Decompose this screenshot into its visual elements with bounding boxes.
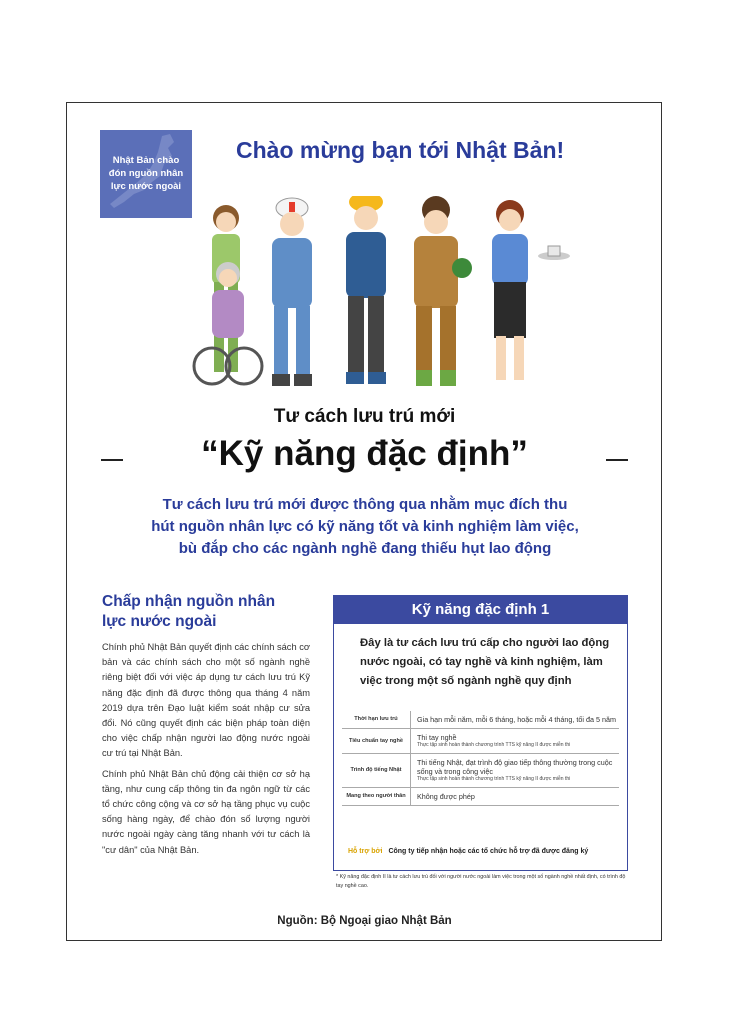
footnote: * Kỹ năng đặc định II là tư cách lưu trú đối với người nước ngoài làm việc trong một số ngành nghề nhất định, có trình độ tay nghề cao.: [336, 874, 626, 889]
welcome-heading: Chào mừng bạn tới Nhật Bản!: [236, 137, 565, 163]
intro-text: Tư cách lưu trú mới được thông qua nhằm mục đích thu hút nguồn nhân lực có kỹ năng tốt và kinh nghiệm làm việc, bù đắp cho các ngành nghề đang thiếu hụt lao động: [151, 496, 579, 557]
source-line: Nguồn: Bộ Ngoại giao Nhật Bản: [277, 915, 452, 927]
workers-illustration: [190, 196, 570, 394]
left-paragraph-1: Chính phủ Nhật Bản quyết định các chính sách cơ bản và các chính sách cho một số ngành nghề riêng biệt đối với việc áp dụng tư cách lưu trú Kỹ năng đặc định đã được thông qua tháng 4 năm 2019 dựa trên Đạo luật kiểm soát nhập cư sửa đổi. Nó cũng quyết định các biện pháp toàn diện cho việc chấp nhận người lao động nước ngoài cư trú tại Nhật Bản.: [102, 642, 310, 759]
table-row: [342, 729, 619, 754]
row-label: Trình độ tiếng Nhật: [342, 754, 411, 787]
row-value: Thi tay nghề: [417, 733, 457, 742]
row-label: Thời hạn lưu trú: [342, 711, 411, 728]
right-dash: [606, 459, 628, 461]
waitress-figure: [492, 200, 570, 380]
main-title: “Kỹ năng đặc định”: [201, 434, 528, 473]
construction-worker-figure: [272, 198, 312, 386]
left-paragraph-2: Chính phủ Nhật Bản chủ động cải thiện cơ sở hạ tầng, như cung cấp thông tin đa ngôn ngữ từ các tổ chức công cộng và cơ sở hạ tầng phục vụ cuộc sống hàng ngày, để chào đón số lượng người nước ngoài ngày càng tăng nhanh với tư cách là "cư dân" của Nhật Bản.: [102, 768, 310, 855]
support-label: Hỗ trợ bởi: [348, 848, 383, 855]
specified-skill-box: [333, 595, 628, 871]
info-table: [342, 711, 619, 806]
row-sub: Thực tập sinh hoàn thành chương trình TTS kỹ năng II được miễn thi: [417, 776, 571, 782]
row-value: Gia hạn mỗi năm, mỗi 6 tháng, hoặc mỗi 4 tháng, tối đa 5 năm: [417, 715, 616, 724]
factory-worker-figure: [346, 196, 386, 384]
badge-line-3: lực nước ngoài: [110, 181, 182, 192]
farmer-figure: [414, 196, 472, 386]
left-section-heading: Chấp nhận nguồn nhân lực nước ngoài: [102, 593, 276, 630]
table-row: [342, 788, 619, 806]
left-section-body: [102, 640, 310, 863]
row-value: Thi tiếng Nhật, đạt trình độ giao tiếp thông thường trong cuộc sống và trong công việc: [417, 758, 613, 776]
table-row: [342, 754, 619, 788]
subtitle: Tư cách lưu trú mới: [273, 406, 456, 427]
row-label: Tiêu chuẩn tay nghề: [342, 729, 411, 753]
badge-line-2: đón nguồn nhân: [108, 168, 184, 179]
row-value: Không được phép: [417, 792, 475, 801]
table-row: [342, 711, 619, 729]
caregiver-figure: [212, 205, 240, 372]
welcome-badge: [100, 130, 192, 218]
support-line: [348, 848, 588, 855]
row-sub: Thực tập sinh hoàn thành chương trình TTS kỹ năng II được miễn thi: [417, 742, 571, 748]
box-lead: Đây là tư cách lưu trú cấp cho người lao động nước ngoài, có tay nghề và kinh nghiệm, làm việc trong một số ngành nghề quy định: [360, 637, 610, 687]
box-heading: Kỹ năng đặc định 1: [334, 596, 627, 624]
support-text: Công ty tiếp nhận hoặc các tổ chức hỗ trợ đã được đăng ký: [388, 848, 589, 855]
badge-line-1: Nhật Bản chào: [112, 155, 180, 166]
row-label: Mang theo người thân: [342, 788, 411, 805]
